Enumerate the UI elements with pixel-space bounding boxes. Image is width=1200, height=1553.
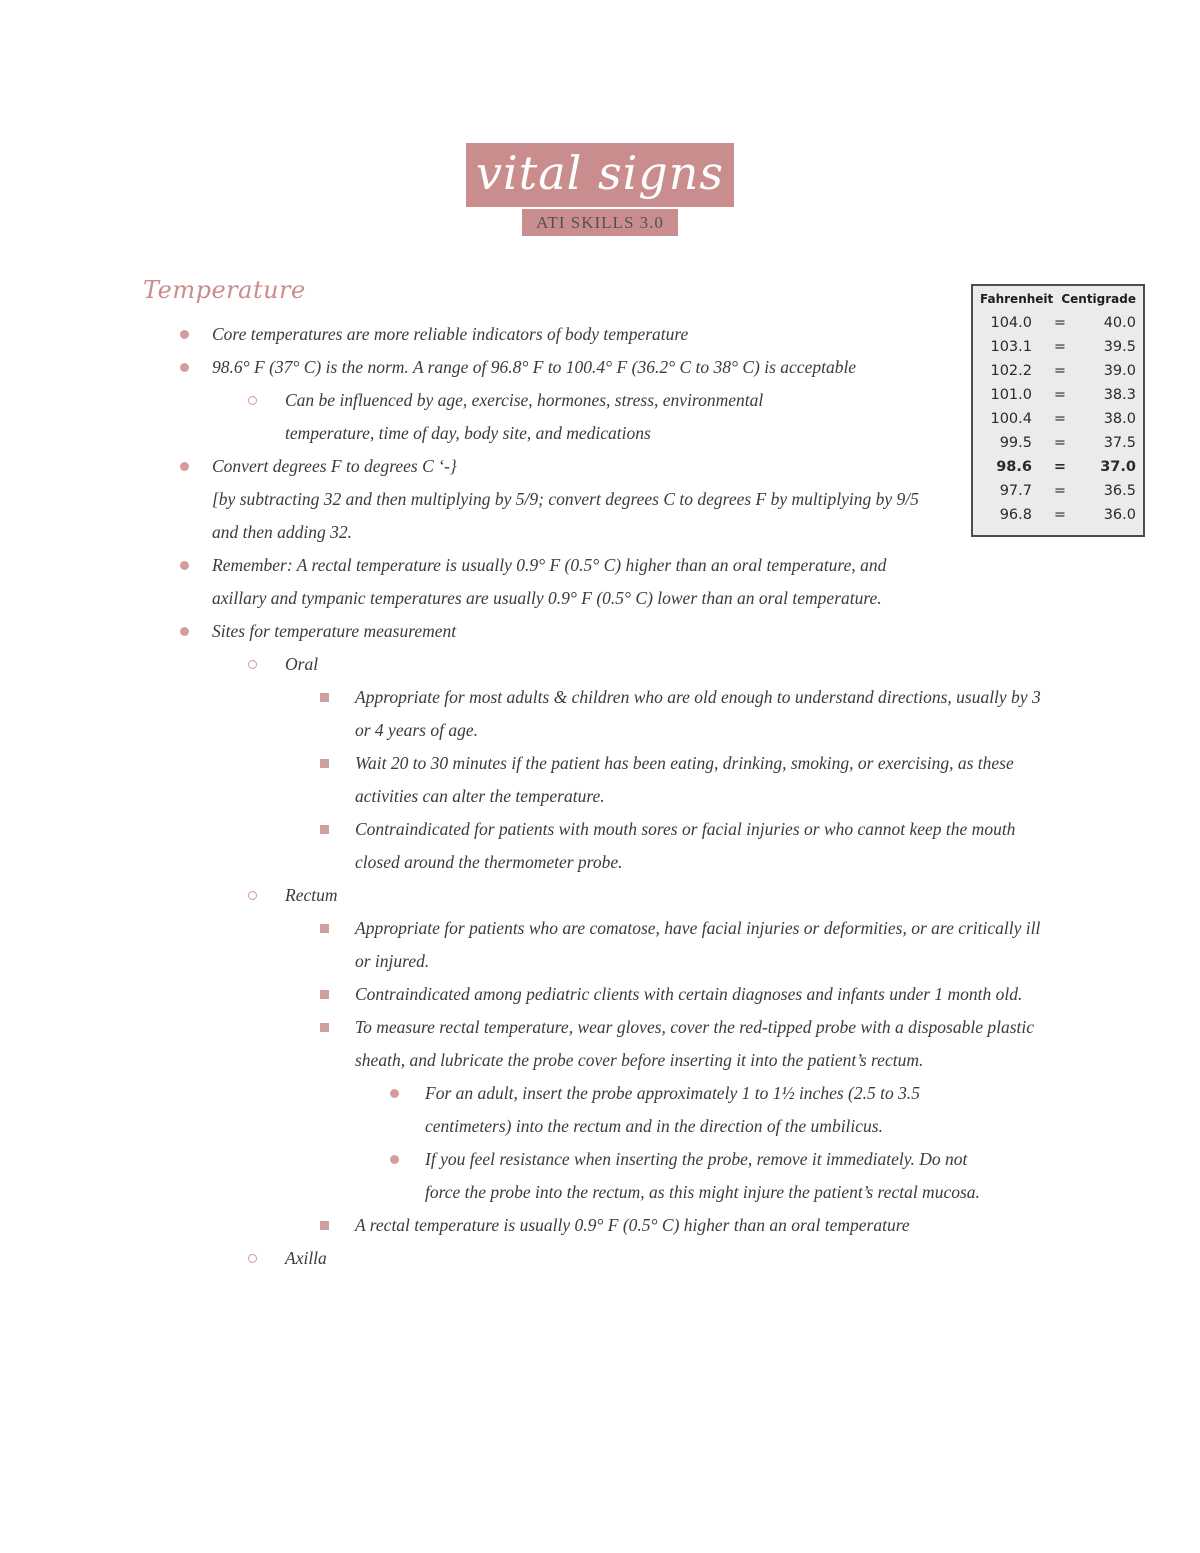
fahrenheit-value: 96.8 bbox=[999, 507, 1032, 523]
note-item bbox=[143, 681, 1055, 747]
conversion-table-header bbox=[980, 292, 1136, 311]
note-item bbox=[143, 351, 942, 384]
section-heading-temperature: Temperature bbox=[143, 276, 306, 304]
conversion-table-rows bbox=[980, 311, 1136, 527]
note-item bbox=[143, 318, 942, 351]
conversion-table-row bbox=[980, 335, 1136, 359]
fahrenheit-value: 103.1 bbox=[990, 339, 1032, 355]
note-text: 98.6° F (37° C) is the norm. A range of 96.8° F to 100.4° F (36.2° C to 38° C) is acceptable bbox=[212, 357, 857, 377]
fahrenheit-value: 102.2 bbox=[990, 363, 1032, 379]
note-text: Contraindicated among pediatric clients with certain diagnoses and infants under 1 month old. bbox=[355, 984, 1023, 1004]
equals-sign: = bbox=[1053, 507, 1067, 523]
table-header-fahrenheit: Fahrenheit bbox=[980, 292, 1054, 306]
note-text: Wait 20 to 30 minutes if the patient has been eating, drinking, smoking, or exercising, as these activities can alter the temperature. bbox=[355, 753, 1014, 806]
circle-bullet-icon bbox=[248, 660, 257, 669]
circle-bullet-icon bbox=[248, 396, 257, 405]
note-item bbox=[143, 1143, 990, 1209]
note-text: Sites for temperature measurement bbox=[212, 621, 457, 641]
centigrade-value: 37.0 bbox=[1100, 459, 1136, 475]
square-bullet-icon bbox=[320, 1023, 329, 1032]
note-text: Rectum bbox=[285, 885, 338, 905]
dot-bullet-icon bbox=[180, 561, 189, 570]
note-text: A rectal temperature is usually 0.9° F (0.5° C) higher than an oral temperature bbox=[355, 1215, 910, 1235]
content-area bbox=[0, 236, 1200, 1275]
note-item bbox=[143, 1077, 990, 1143]
fahrenheit-value: 100.4 bbox=[990, 411, 1032, 427]
note-item bbox=[143, 813, 1055, 879]
square-bullet-icon bbox=[320, 990, 329, 999]
note-item bbox=[143, 648, 845, 681]
note-item bbox=[143, 978, 1055, 1011]
fahrenheit-value: 104.0 bbox=[990, 315, 1032, 331]
equals-sign: = bbox=[1053, 315, 1067, 331]
centigrade-value: 37.5 bbox=[1103, 435, 1136, 451]
dot-bullet-icon bbox=[180, 330, 189, 339]
document-title: vital signs bbox=[476, 146, 724, 200]
centigrade-value: 39.0 bbox=[1103, 363, 1136, 379]
square-bullet-icon bbox=[320, 825, 329, 834]
conversion-table-row bbox=[980, 479, 1136, 503]
circle-bullet-icon bbox=[248, 1254, 257, 1263]
note-text: For an adult, insert the probe approximately 1 to 1½ inches (2.5 to 3.5 centimeters) into the rectum and in the direction of the umbilicus. bbox=[425, 1083, 920, 1136]
centigrade-value: 40.0 bbox=[1103, 315, 1136, 331]
table-header-centigrade: Centigrade bbox=[1061, 292, 1136, 306]
note-item bbox=[143, 1242, 845, 1275]
dot-bullet-icon bbox=[180, 462, 189, 471]
note-item bbox=[143, 1011, 1055, 1077]
note-text: If you feel resistance when inserting the probe, remove it immediately. Do not force the probe into the rectum, as this might injure the patient’s rectal mucosa. bbox=[425, 1149, 980, 1202]
equals-sign: = bbox=[1053, 363, 1067, 379]
note-item bbox=[143, 549, 942, 615]
circle-bullet-icon bbox=[248, 891, 257, 900]
note-text: Appropriate for most adults & children who are old enough to understand directions, usually by 3 or 4 years of age. bbox=[355, 687, 1041, 740]
fahrenheit-value: 99.5 bbox=[999, 435, 1032, 451]
fahrenheit-value: 98.6 bbox=[996, 459, 1032, 475]
note-text: Can be influenced by age, exercise, hormones, stress, environmental temperature, time of day, body site, and medications bbox=[285, 390, 764, 443]
fahrenheit-value: 97.7 bbox=[999, 483, 1032, 499]
equals-sign: = bbox=[1053, 435, 1067, 451]
square-bullet-icon bbox=[320, 1221, 329, 1230]
conversion-table-row bbox=[980, 407, 1136, 431]
title-banner bbox=[466, 143, 734, 207]
square-bullet-icon bbox=[320, 693, 329, 702]
note-item bbox=[143, 450, 942, 483]
note-text: Convert degrees F to degrees C ‘-} bbox=[212, 456, 457, 476]
centigrade-value: 36.5 bbox=[1103, 483, 1136, 499]
equals-sign: = bbox=[1053, 387, 1067, 403]
note-item bbox=[143, 879, 845, 912]
dot-bullet-icon bbox=[180, 363, 189, 372]
note-text: To measure rectal temperature, wear gloves, cover the red-tipped probe with a disposable plastic sheath, and lubricate the probe cover before inserting it into the patient’s rectum. bbox=[355, 1017, 1034, 1070]
temperature-conversion-table bbox=[971, 284, 1145, 537]
equals-sign: = bbox=[1053, 411, 1067, 427]
note-text: Core temperatures are more reliable indicators of body temperature bbox=[212, 324, 689, 344]
fahrenheit-value: 101.0 bbox=[990, 387, 1032, 403]
subtitle-banner bbox=[522, 209, 678, 236]
dot-bullet-icon bbox=[390, 1155, 399, 1164]
equals-sign: = bbox=[1053, 459, 1067, 475]
conversion-table-row bbox=[980, 455, 1136, 479]
centigrade-value: 36.0 bbox=[1103, 507, 1136, 523]
note-item bbox=[143, 747, 1055, 813]
conversion-table-row bbox=[980, 383, 1136, 407]
square-bullet-icon bbox=[320, 759, 329, 768]
note-item bbox=[143, 615, 942, 648]
centigrade-value: 38.0 bbox=[1103, 411, 1136, 427]
note-text: Appropriate for patients who are comatose, have facial injuries or deformities, or are critically ill or injured. bbox=[355, 918, 1041, 971]
equals-sign: = bbox=[1053, 339, 1067, 355]
note-item bbox=[143, 1209, 1055, 1242]
note-item bbox=[143, 912, 1055, 978]
note-text: Remember: A rectal temperature is usually 0.9° F (0.5° C) higher than an oral temperature, and axillary and tympanic temperatures are usually 0.9° F (0.5° C) lower than an oral temperature. bbox=[212, 555, 887, 608]
dot-bullet-icon bbox=[390, 1089, 399, 1098]
centigrade-value: 38.3 bbox=[1103, 387, 1136, 403]
note-item bbox=[143, 483, 942, 549]
note-text: Oral bbox=[285, 654, 319, 674]
title-block bbox=[0, 0, 1200, 236]
note-text: [by subtracting 32 and then multiplying by 5/9; convert degrees C to degrees F by multiplying by 9/5 and then adding 32. bbox=[212, 489, 919, 542]
note-text: Contraindicated for patients with mouth sores or facial injuries or who cannot keep the mouth closed around the thermometer probe. bbox=[355, 819, 1016, 872]
note-item bbox=[143, 384, 845, 450]
square-bullet-icon bbox=[320, 924, 329, 933]
dot-bullet-icon bbox=[180, 627, 189, 636]
centigrade-value: 39.5 bbox=[1103, 339, 1136, 355]
conversion-table-row bbox=[980, 431, 1136, 455]
equals-sign: = bbox=[1053, 483, 1067, 499]
conversion-table-row bbox=[980, 359, 1136, 383]
document-subtitle: ATI SKILLS 3.0 bbox=[536, 213, 664, 232]
note-text: Axilla bbox=[285, 1248, 327, 1268]
conversion-table-row bbox=[980, 503, 1136, 527]
conversion-table-row bbox=[980, 311, 1136, 335]
